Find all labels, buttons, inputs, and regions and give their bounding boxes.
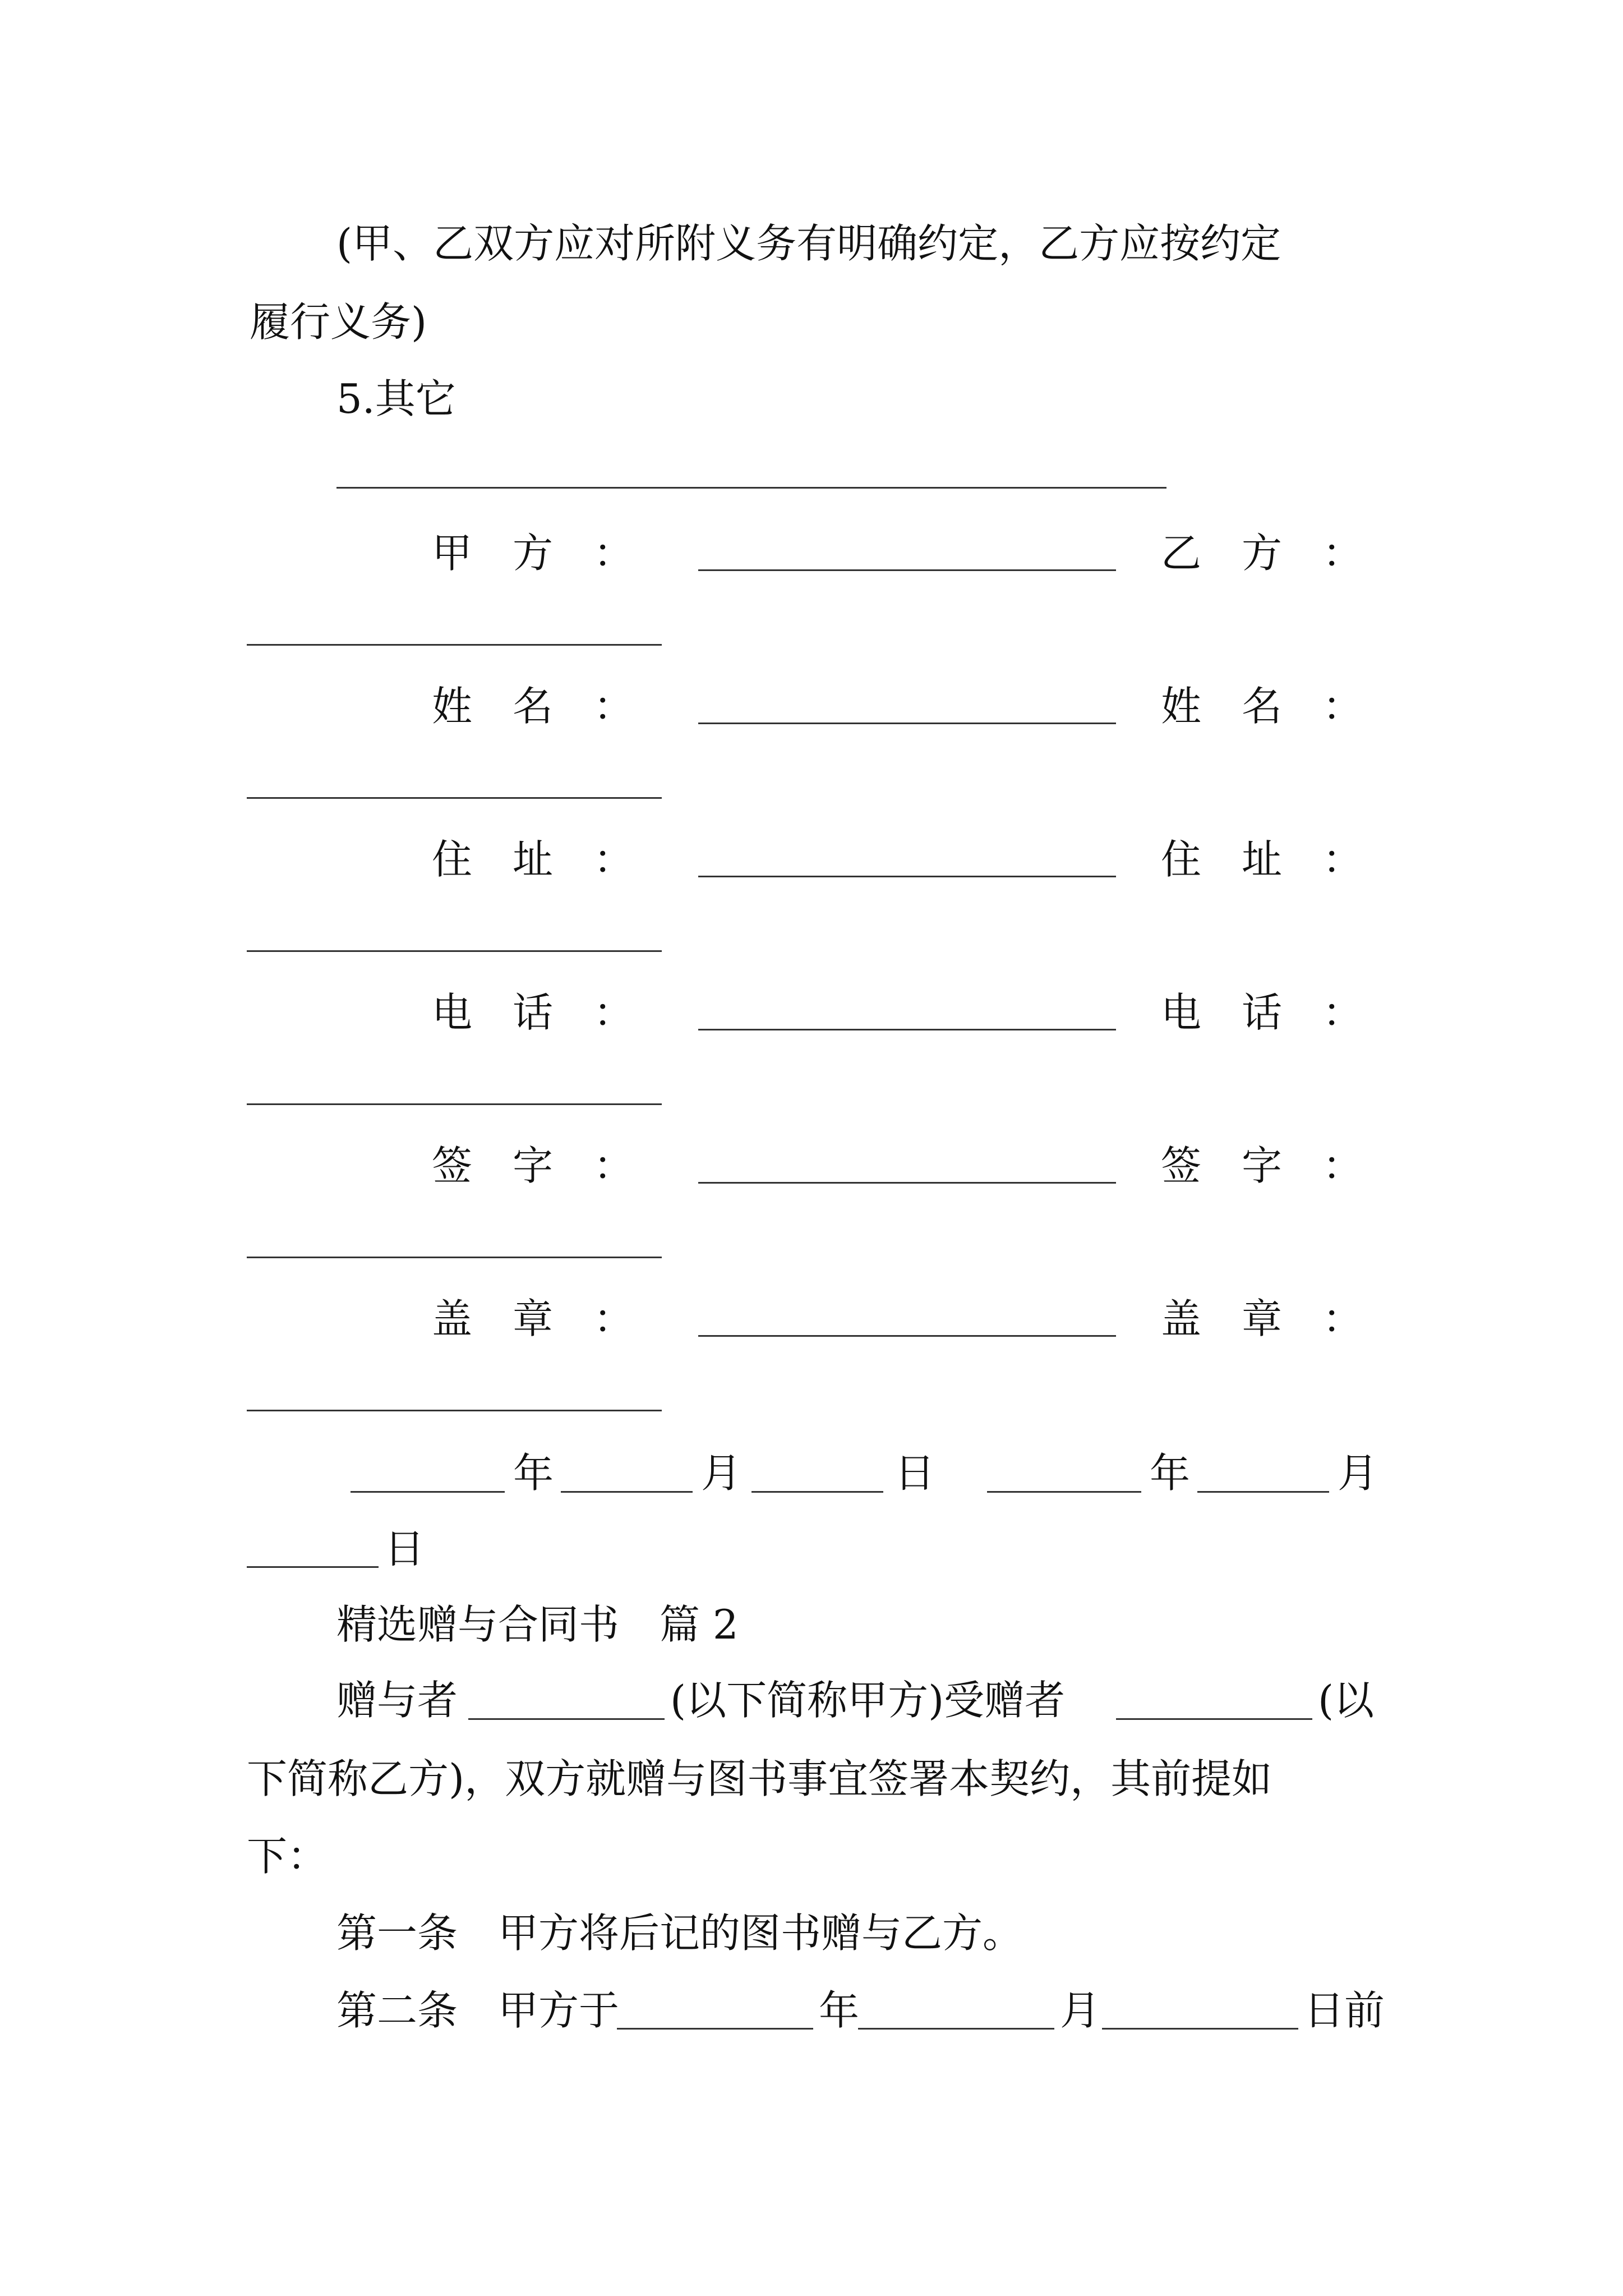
item-5: 5.其它 xyxy=(336,375,456,422)
address-label-b: 住 址 ： xyxy=(1161,836,1363,883)
intro-line-3: 下： xyxy=(247,1833,328,1880)
sign-blank-b xyxy=(247,1257,662,1258)
donor-label: 赠与者 xyxy=(336,1677,458,1724)
seal-blank-a xyxy=(698,1335,1116,1337)
article-2-day-blank xyxy=(1102,2028,1298,2030)
party-b-blank xyxy=(247,644,662,646)
address-blank-b xyxy=(247,950,662,952)
address-blank-a xyxy=(698,876,1116,877)
date-a-month-blank xyxy=(561,1491,693,1493)
section-2-heading: 精选赠与合同书 篇 2 xyxy=(336,1601,739,1648)
date-a-day-blank xyxy=(751,1491,883,1493)
phone-blank-b xyxy=(247,1103,662,1105)
date-a-month: 月 xyxy=(701,1450,742,1497)
party-a-label: 甲 方 ： xyxy=(432,530,634,577)
name-blank-b xyxy=(247,797,662,799)
date-b-month: 月 xyxy=(1338,1450,1378,1497)
phone-blank-a xyxy=(698,1029,1116,1030)
date-b-day: 日 xyxy=(384,1525,425,1572)
address-label-a: 住 址 ： xyxy=(432,836,634,883)
seal-label-a: 盖 章 ： xyxy=(432,1295,634,1342)
name-label-b: 姓 名 ： xyxy=(1161,683,1363,730)
article-2-year-blank xyxy=(617,2028,813,2030)
name-label-a: 姓 名 ： xyxy=(432,683,634,730)
phone-label-a: 电 话 ： xyxy=(432,989,634,1036)
donor-blank xyxy=(468,1718,665,1720)
date-a-year-blank xyxy=(351,1491,505,1493)
date-b-day-blank xyxy=(247,1566,379,1568)
article-1: 第一条 甲方将后记的图书赠与乙方。 xyxy=(336,1910,1023,1957)
intro-line-2: 下简称乙方)，双方就赠与图书事宜签署本契约，其前提如 xyxy=(247,1755,1272,1802)
date-b-year: 年 xyxy=(1150,1450,1191,1497)
party-a-blank xyxy=(698,569,1116,571)
note-line-2: 履行义务) xyxy=(250,298,427,346)
sign-label-a: 签 字 ： xyxy=(432,1142,634,1189)
sign-label-b: 签 字 ： xyxy=(1161,1142,1363,1189)
name-blank-a xyxy=(698,723,1116,724)
article-2-year: 年 xyxy=(819,1987,860,2034)
party-b-label: 乙 方 ： xyxy=(1161,530,1363,577)
phone-label-b: 电 话 ： xyxy=(1161,989,1363,1036)
sign-blank-a xyxy=(698,1182,1116,1184)
date-a-day: 日 xyxy=(895,1450,935,1497)
article-2-month-blank xyxy=(858,2028,1054,2030)
date-b-year-blank xyxy=(987,1491,1141,1493)
abbr-b-start: (以 xyxy=(1318,1677,1375,1724)
note-line-1: (甲、乙双方应对所附义务有明确约定，乙方应按约定 xyxy=(336,220,1281,267)
item-5-blank xyxy=(336,487,1166,489)
seal-label-b: 盖 章 ： xyxy=(1161,1295,1363,1342)
date-b-month-blank xyxy=(1197,1491,1329,1493)
seal-blank-b xyxy=(247,1410,662,1411)
article-2-month: 月 xyxy=(1060,1987,1101,2034)
donee-label: (以下简称甲方)受赠者 xyxy=(670,1677,1066,1724)
date-a-year: 年 xyxy=(513,1450,554,1497)
donee-blank xyxy=(1116,1718,1312,1720)
article-2-end: 日前 xyxy=(1304,1987,1385,2034)
article-2-start: 第二条 甲方于 xyxy=(336,1987,620,2034)
